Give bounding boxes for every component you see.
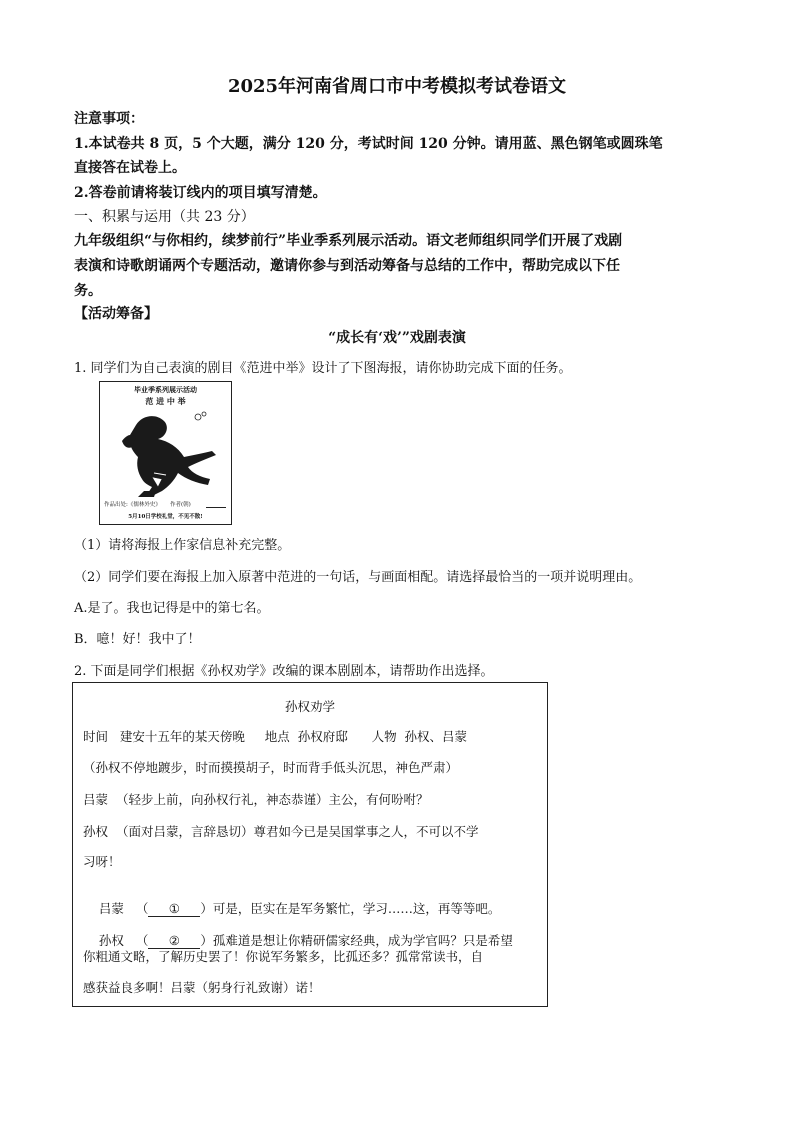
- section-intro-line-1: 九年级组织“与你相约，续梦前行”毕业季系列展示活动。语文老师组织同学们开展了戏剧: [74, 233, 623, 249]
- script-line-sunquan-2-suffix: ）孤难道是想让你精研儒家经典，成为学官吗？只是希望: [200, 933, 513, 948]
- blank-1: ①: [148, 901, 200, 917]
- section-intro-line-3: 务。: [74, 283, 102, 299]
- poster-play-title: 范 进 中 举: [145, 396, 186, 406]
- script-line-sunquan-1-cont: 习呀！: [83, 854, 121, 869]
- script-stage-direction: （孙权不停地踱步，时而摸摸胡子，时而背手低头沉思，神色严肃）: [83, 760, 459, 775]
- script-line-lumeng-2-prefix: 吕蒙 （: [98, 901, 149, 916]
- poster-image: [99, 381, 232, 525]
- section-intro-line-2: 表演和诗歌朗诵两个专题活动，邀请你参与到活动筹备与总结的工作中，帮助完成以下任: [74, 258, 620, 274]
- question-2-stem: 2. 下面是同学们根据《孙权劝学》改编的课本剧剧本，请帮助作出选择。: [74, 664, 494, 679]
- option-b: B．噫！好！我中了！: [74, 632, 201, 647]
- script-line-sunquan-2-cont: 你粗通文略，了解历史罢了！你说军务繁多，比孤还多？孤常常读书，自: [83, 949, 484, 964]
- activity-label: 【活动筹备】: [74, 306, 158, 322]
- script-line-sunquan-2-prefix: 孙权 （: [98, 933, 149, 948]
- page-title: 2025年河南省周口市中考模拟考试卷语文: [227, 76, 567, 97]
- script-line-lumeng-1: 吕蒙 （轻步上前，向孙权行礼，神态恭谨）主公，有何吩咐？: [83, 792, 429, 807]
- script-box: [72, 682, 548, 1007]
- activity-subtitle: “成长有‘戏’”戏剧表演: [328, 330, 466, 346]
- poster-author: 作者(朝): [170, 502, 191, 508]
- notice-item-1-cont: 直接答在试卷上。: [74, 160, 186, 176]
- poster-date-line: 5月10日学校礼堂，不见不散!: [128, 514, 203, 520]
- poster-source: 作品出处:《儒林外史》: [104, 502, 161, 508]
- question-1-stem: 1. 同学们为自己表演的剧目《范进中举》设计了下图海报，请你协助完成下面的任务。: [74, 361, 572, 376]
- script-line-lumeng-2-suffix: ）可是，臣实在是军务繁忙，学习……这，再等等吧。: [200, 901, 501, 916]
- poster-figure-illustration: [108, 407, 224, 499]
- notice-heading: 注意事项：: [74, 111, 144, 127]
- script-title: 孙权劝学: [284, 699, 335, 714]
- poster-header: 毕业季系列展示活动: [134, 385, 197, 394]
- script-setting: 时间 建安十五年的某天傍晚 地点 孙权府邸 人物 孙权、吕蒙: [83, 729, 468, 744]
- question-1-sub-1: （1）请将海报上作家信息补充完整。: [74, 538, 291, 553]
- blank-2: ②: [148, 933, 200, 949]
- notice-item-2: 2.答卷前请将装订线内的项目填写清楚。: [74, 185, 327, 201]
- question-1-sub-2: （2）同学们要在海报上加入原著中范进的一句话，与画面相配。请选择最恰当的一项并说明理由。: [74, 570, 642, 585]
- script-line-sunquan-2-end: 感获益良多啊！吕蒙（躬身行礼致谢）诺！: [83, 980, 321, 995]
- notice-item-1: 1.本试卷共 8 页，5 个大题，满分 120 分，考试时间 120 分钟。请用蓝、黑色钢笔或圆珠笔: [74, 136, 663, 152]
- poster-author-blank: [206, 507, 226, 508]
- option-a: A.是了。我也记得是中的第七名。: [74, 601, 270, 616]
- script-line-sunquan-1: 孙权 （面对吕蒙，言辞恳切）尊君如今已是吴国掌事之人，不可以不学: [83, 824, 479, 839]
- section-heading: 一、积累与运用（共 23 分）: [74, 209, 255, 225]
